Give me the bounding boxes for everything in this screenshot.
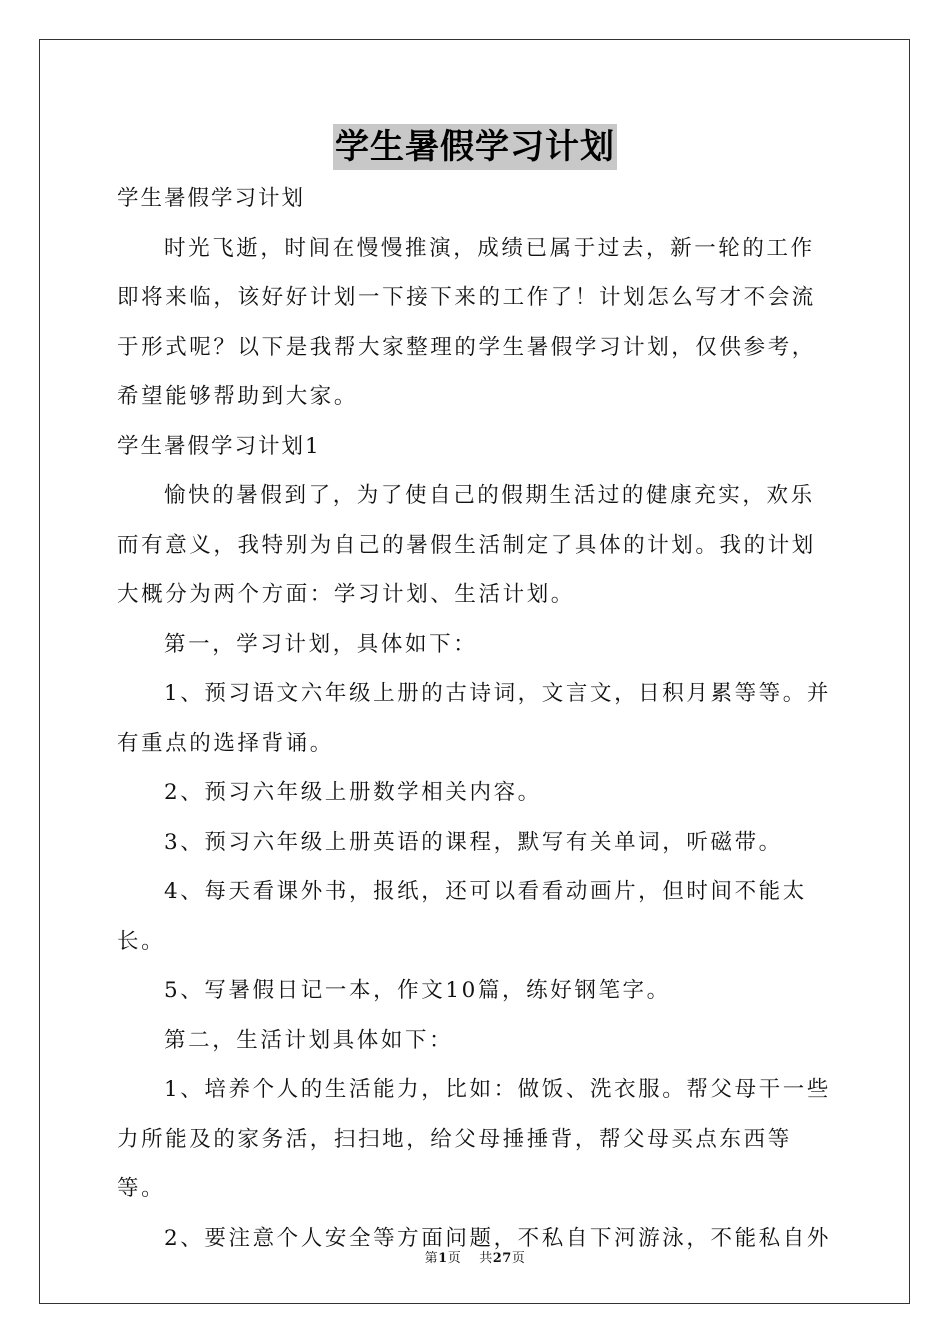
page-suffix: 页 [447, 1251, 462, 1266]
intro-paragraph: 时光飞逝，时间在慢慢推演，成绩已属于过去，新一轮的工作即将来临，该好好计划一下接下来的工作了！计划怎么写才不会流于形式呢？以下是我帮大家整理的学生暑假学习计划，仅供参考，希望能够帮助到大家。 [117, 235, 816, 409]
list-item: 3、预习六年级上册英语的课程，默写有关单词，听磁带。 [164, 829, 783, 855]
list-item: 4、每天看课外书，报纸，还可以看看动画片，但时间不能太长。 [117, 879, 807, 954]
subtitle-paragraph: 学生暑假学习计划 [117, 186, 306, 211]
list-item: 5、写暑假日记一本，作文10篇，练好钢笔字。 [164, 978, 671, 1003]
list-item: 2、要注意个人安全等方面问题，不私自下河游泳，不能私自外 [164, 1225, 831, 1251]
list-item: 2、预习六年级上册数学相关内容。 [164, 780, 542, 805]
total-pages: 27 [492, 1251, 512, 1266]
total-suffix: 页 [511, 1251, 526, 1266]
life-plan-heading: 第二，生活计划具体如下： [164, 1027, 454, 1053]
section-heading: 学生暑假学习计划1 [117, 433, 321, 459]
list-item: 1、培养个人的生活能力，比如：做饭、洗衣服。帮父母干一些力所能及的家务活，扫扫地，给父母捶捶背，帮父母买点东西等等。 [117, 1077, 831, 1201]
document-body [117, 174, 835, 1263]
list-item: 1、预习语文六年级上册的古诗词，文言文，日积月累等等。并有重点的选择背诵。 [117, 681, 831, 756]
title-container [0, 124, 950, 170]
page-footer [0, 1247, 950, 1266]
body-paragraph: 愉快的暑假到了，为了使自己的假期生活过的健康充实，欢乐而有意义，我特别为自己的暑假生活制定了具体的计划。我的计划大概分为两个方面：学习计划、生活计划。 [117, 483, 816, 607]
total-prefix: 共 [479, 1251, 493, 1266]
page-prefix: 第 [424, 1251, 439, 1266]
study-plan-heading: 第一，学习计划，具体如下： [164, 631, 478, 657]
page-number: 1 [438, 1251, 448, 1266]
document-title: 学生暑假学习计划 [333, 124, 617, 170]
